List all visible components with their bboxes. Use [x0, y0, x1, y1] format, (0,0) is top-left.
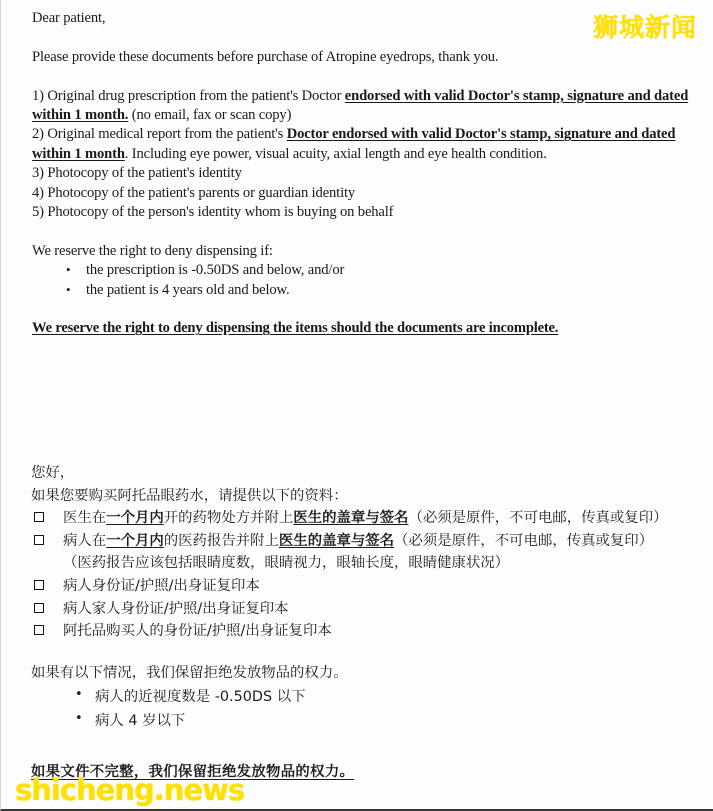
chinese-requirement-1-emphasis-period: 一个月内 [106, 510, 164, 527]
checklist-item-patient-id[interactable] [31, 575, 696, 598]
spacer [32, 222, 692, 241]
spacer [31, 752, 696, 761]
list-item: • the prescription is -0.50DS and below, and/or [32, 261, 692, 280]
checklist-item-family-id[interactable] [31, 598, 696, 621]
english-requirement-3: 3) Photocopy of the patient's identity [32, 165, 242, 182]
english-requirements-list [32, 87, 692, 223]
watermark-bottom-left: shicheng.news [15, 773, 245, 807]
spacer [32, 28, 692, 47]
chinese-requirement-4: 病人家人身份证/护照/出身证复印本 [63, 600, 289, 617]
requirement-1-suffix: (no email, fax or scan copy) [128, 107, 292, 123]
chinese-section [31, 462, 696, 784]
list-item: • 病人 4 岁以下 [31, 709, 696, 733]
chinese-requirement-5: 阿托品购买人的身份证/护照/出身证复印本 [63, 623, 332, 640]
spacer [31, 733, 696, 752]
list-item: • 病人的近视度数是 -0.50DS 以下 [31, 685, 696, 709]
checklist-item-medical-report[interactable] [31, 530, 696, 553]
chinese-deny-conditions [31, 685, 696, 733]
spacer [32, 300, 692, 319]
spacer [31, 643, 696, 662]
chinese-requirement-2-emphasis-stamp: 医生的盖章与签名 [278, 532, 395, 549]
checkbox-icon[interactable] [34, 580, 44, 590]
chinese-requirement-1-suffix: （必须是原件，不可电邮，传真或复印） [408, 510, 668, 527]
chinese-requirement-3: 病人身份证/护照/出身证复印本 [63, 577, 260, 594]
chinese-deny-heading: 如果有以下情况，我们保留拒绝发放物品的权力。 [31, 665, 348, 682]
requirement-1-prefix: 1) Original drug prescription from the patient's Doctor [32, 87, 345, 104]
checklist-item-buyer-id[interactable] [31, 620, 696, 643]
chinese-requirement-2-middle: 的医药报告并附上 [163, 532, 279, 549]
requirement-2-prefix: 2) Original medical report from the patient's [32, 126, 287, 143]
english-requirement-4: 4) Photocopy of the patient's parents or guardian identity [32, 184, 356, 201]
chinese-salutation: 您好， [31, 465, 75, 481]
english-requirement-1 [32, 87, 692, 126]
english-requirement-2 [32, 125, 692, 164]
watermark-top-right: 狮城新闻 [592, 13, 697, 42]
english-intro: Please provide these documents before purchase of Atropine eyedrops, thank you. [32, 48, 499, 65]
chinese-requirements-checklist [31, 507, 696, 552]
chinese-requirement-2-suffix: （必须是原件，不可电邮，传真或复印） [394, 532, 654, 549]
checkbox-icon[interactable] [34, 512, 44, 522]
english-section [32, 9, 692, 339]
checkbox-icon[interactable] [34, 625, 44, 635]
requirement-2-emphasis: Doctor endorsed with valid Doctor's stamp, signature and dated within 1 month [32, 126, 676, 162]
chinese-final-notice: 如果文件不完整，我们保留拒绝发放物品的权力。 [31, 764, 355, 781]
english-salutation: Dear patient, [32, 10, 106, 26]
requirement-1-emphasis: endorsed with valid Doctor's stamp, signature and dated within 1 month. [32, 87, 689, 123]
english-deny-heading: We reserve the right to deny dispensing if: [32, 242, 273, 259]
checkbox-icon[interactable] [34, 603, 44, 613]
chinese-requirement-1-prefix: 医生在 [63, 510, 107, 527]
chinese-requirement-1-emphasis-stamp: 医生的盖章与签名 [293, 510, 409, 527]
chinese-intro: 如果您要购买阿托品眼药水，请提供以下的资料： [31, 487, 348, 504]
english-final-notice: We reserve the right to deny dispensing the items should the documents are incomplete. [32, 320, 559, 337]
chinese-requirement-2-prefix: 病人在 [63, 532, 107, 549]
list-item: • the patient is 4 years old and below. [32, 281, 692, 300]
spacer [32, 67, 692, 86]
english-deny-conditions [32, 261, 692, 300]
checklist-item-prescription[interactable] [31, 507, 696, 530]
requirement-2-suffix: . Including eye power, visual acuity, axial length and eye health condition. [124, 145, 547, 162]
chinese-requirement-1-middle: 开的药物处方并附上 [163, 510, 294, 527]
english-requirement-5: 5) Photocopy of the person's identity whom is buying on behalf [32, 204, 394, 221]
chinese-identity-checklist [31, 575, 696, 643]
chinese-medical-report-note: （医药报告应该包括眼睛度数，眼睛视力，眼轴长度，眼睛健康状况） [63, 555, 510, 572]
chinese-requirement-2-emphasis-period: 一个月内 [106, 532, 164, 549]
checkbox-icon[interactable] [34, 535, 44, 545]
